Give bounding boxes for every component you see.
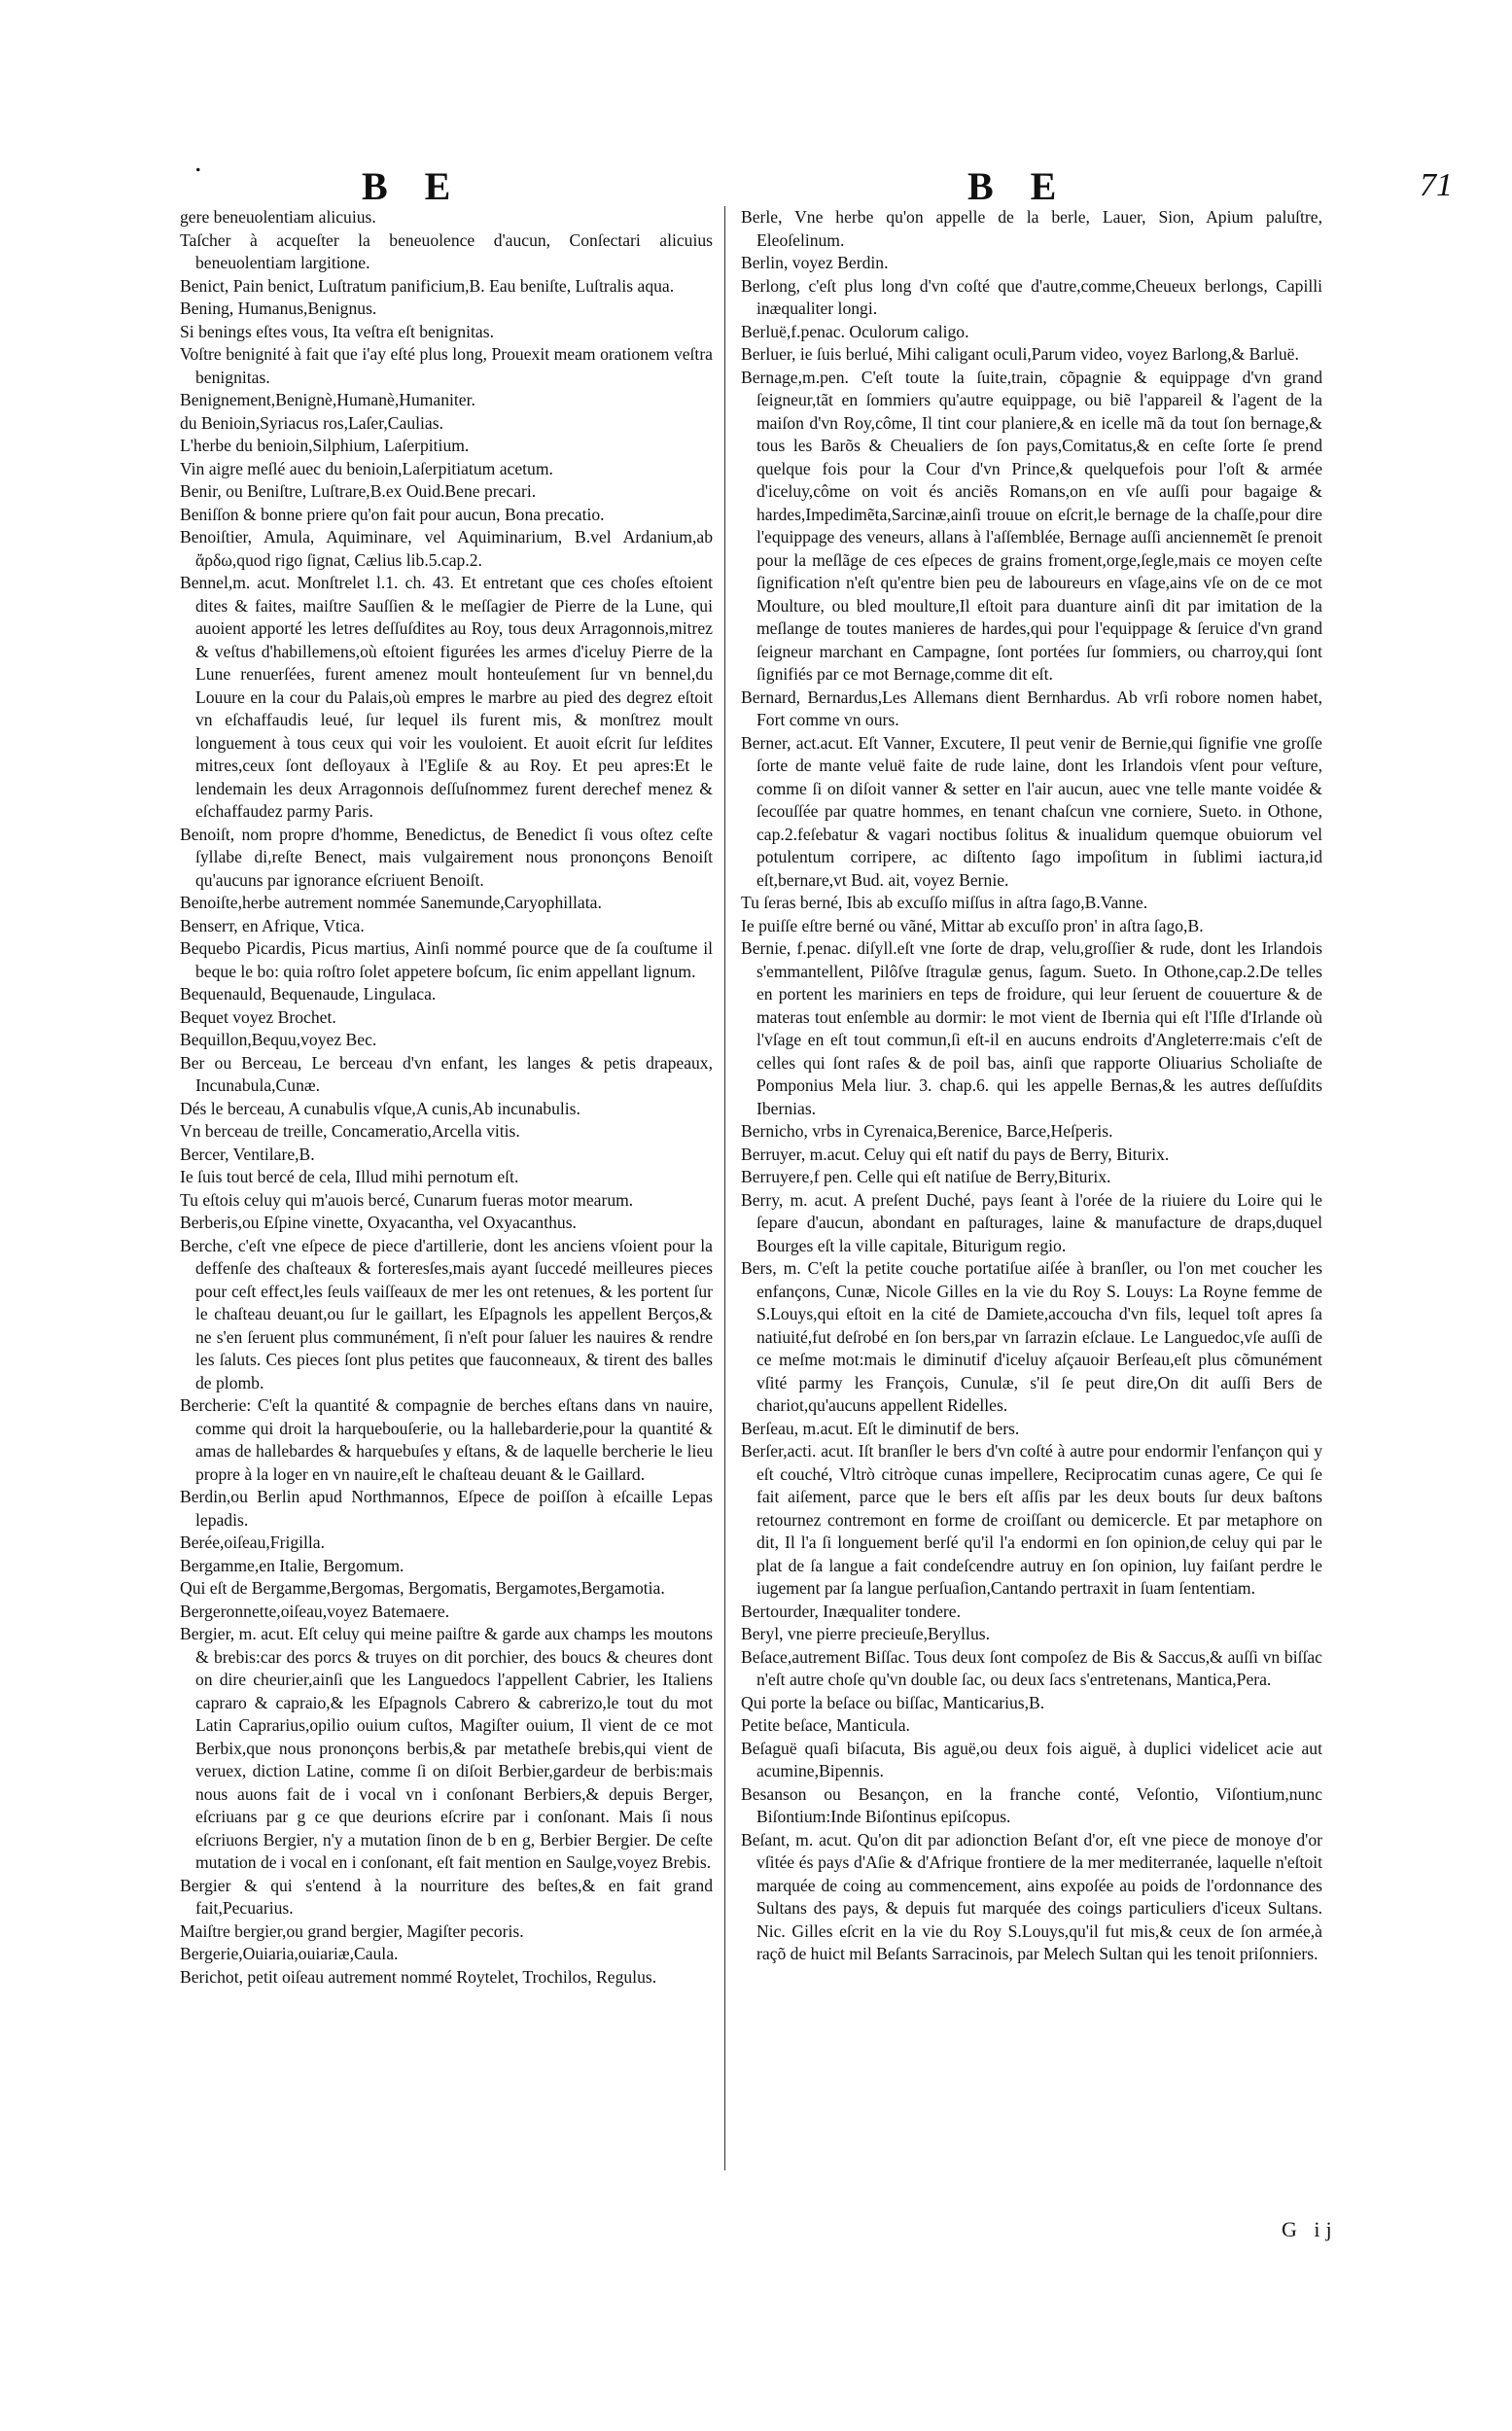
dictionary-entry: Berluë,f.penac. Oculorum caligo. (741, 321, 969, 341)
dictionary-entry: Berée,oiſeau,Frigilla. (180, 1533, 326, 1552)
dictionary-entry: Besanson ou Besançon, en la franche conté, Veſontio, Viſontium,nunc Biſontium:Inde Biſontinus epiſcopus. (741, 1783, 1322, 1826)
dictionary-entry: Beſaguë quaſi biſacuta, Bis aguë,ou deux fois aiguë, à duplici videlicet acie aut acumine,Bipennis. (741, 1738, 1322, 1780)
dictionary-entry: Berry, m. acut. A preſent Duché, pays ſeant à l'orée de la riuiere du Loire qui le ſepare d'aucun, abondant en paſturages, laine & manufacture de draps,duquel Bourges eſt la ville capitale, Biturigum regio. (741, 1189, 1322, 1255)
dictionary-entry: Berruyer, m.acut. Celuy qui eſt natif du pays de Berry, Biturix. (741, 1144, 1170, 1164)
dictionary-entry: Bergier & qui s'entend à la nourriture des beſtes,& en fait grand fait,Pecuarius. (180, 1875, 713, 1918)
dictionary-entry: Berluer, ie ſuis berlué, Mihi caligant oculi,Parum video, voyez Barlong,& Barluë. (741, 344, 1299, 364)
dictionary-entry: du Benioin,Syriacus ros,Laſer,Caulias. (180, 412, 443, 433)
dictionary-entry: Beniſſon & bonne priere qu'on fait pour aucun, Bona precatio. (180, 504, 605, 524)
dictionary-entry: Benoiſt, nom propre d'homme, Benedictus, de Benedict ſi vous oſtez ceſte ſyllabe di,reſte Benect, mais vulgairement nous prononçons Benoiſt qu'aucuns par ignorance eſcriuent Benoiſt. (180, 824, 713, 890)
dictionary-entry: Bercherie: C'eſt la quantité & compagnie de berches eſtans dans vn nauire, comme qui droit la harquebouſerie, ou la hallebarderie,pour la quantité & amas de hallebardes & harquebuſes y eſtans, & de laquelle bercherie le lieu propre à la loger en vn nauire,eſt le chaſteau deuant & le Gaillard. (180, 1395, 713, 1484)
dictionary-entry: Ie puiſſe eſtre berné ou vãné, Mittar ab excuſſo pron' in aſtra ſago,B. (741, 915, 1204, 935)
dictionary-entry: Benignement,Benignè,Humanè,Humaniter. (180, 390, 475, 409)
dictionary-entry: Benserт, en Afrique, Vtica. (180, 915, 365, 935)
dictionary-entry: Bequenauld, Bequenaude, Lingulaca. (180, 984, 437, 1004)
dictionary-entry: Ber ou Berceau, Le berceau d'vn enfant, les langes & petis drapeaux, Incunabula,Cunæ. (180, 1052, 713, 1095)
dictionary-entry: Bequebo Picardis, Picus martius, Ainſi nommé pource que de ſa couſtume il beque le bo: quia roſtro ſolet appetere boſcum, ſic enim appellant lignum. (180, 938, 713, 981)
dictionary-entry: Voſtre benignité à fait que i'ay eſté plus long, Prouexit meam orationem veſtra benignitas. (180, 344, 713, 387)
dictionary-entry: Tu eſtois celuy qui m'auois bercé, Cunarum fueras motor mearum. (180, 1189, 634, 1210)
right-column (741, 206, 1322, 1966)
dictionary-entry: Bers, m. C'eſt la petite couche portatiſue aiſée à branſler, ou l'on met coucher les enfançons, Cunæ, Nicole Gilles en la vie du Roy S. Louys: La Royne femme de S.Louys,qui eſtoit en la cité de Damiete,accoucha d'vn fils, lequel toſt apres ſa natiuité,fut deſrobé en ſon bers,par vn ſarrazin eſclaue. Le Languedoc,vſe auſſi de ce meſme mot:mais le diminutif d'iceluy aſçauoir Berſeau,eſt plus cõmunément vſité parmy les François, Cunulæ, s'il ſe peut dire,On dit auſſi Bers de chariot,qu'aucuns appellent Ridelles. (741, 1258, 1322, 1415)
dictionary-entry: Berberis,ou Eſpine vinette, Oxyacantha, vel Oxyacanthus. (180, 1213, 577, 1232)
dictionary-entry: Qui eſt de Bergamme,Bergomas, Bergomatis, Bergamotes,Bergamotia. (180, 1578, 665, 1598)
page-number: 71 (1420, 167, 1453, 203)
dictionary-entry: Beſace,autrement Biſſac. Tous deux ſont compoſez de Bis & Saccus,& auſſi vn biſſac n'eſt autre choſe qu'vn double ſac, ou deux ſacs s'entretenans, Mantica,Pera. (741, 1646, 1322, 1689)
dictionary-entry: Taſcher à acqueſter la beneuolence d'aucun, Conſectari alicuius beneuolentiam largitione. (180, 229, 713, 272)
dictionary-entry: Benict, Pain benict, Luſtratum panificium,B. Eau beniſte, Luſtralis aqua. (180, 275, 675, 296)
dictionary-entry: Bergeronnette,oiſeau,voyez Batemaere. (180, 1601, 450, 1621)
catchword: G ij (1282, 2217, 1338, 2241)
dictionary-entry: Berle, Vne herbe qu'on appelle de la berle, Lauer, Sion, Apium paluſtre, Eleoſelinum. (741, 207, 1322, 250)
dictionary-entry: Bening, Humanus,Benignus. (180, 299, 377, 318)
dictionary-entry: Bergerie,Ouiaria,ouiariæ,Caula. (180, 1944, 399, 1963)
dictionary-entry: Bergier, m. acut. Eſt celuy qui meine paiſtre & garde aux champs les moutons & brebis:car des porcs & truyes on dit porchier, des boucs & cheures dont on dire cheurier,ainſi que les Languedocs l'appellent Cabrier, les Italiens capraro & capraio,& les Eſpagnols Cabrero & cabrerizo,le tout du mot Latin Caprarius,opilio ouium cuſtos, Magiſter ouium, Il vient de ce mot Berbix,que nous prononçons berbis,& par metatheſe brebis,qui vient de veruex, diction Latine, comme ſi on diſoit Berbier,gardeur de berbis:mais nous auons fait de i vocal vn i conſonant Berbiers,& depuis Berger, eſcriuans par g ce que deurions eſcrire par i conſonant. Mais ſi nous eſcriuons Bergier, n'y a mutation ſinon de b en g, Berbier Bergier. De ceſte mutation de i vocal en i conſonant, eſt fait mention en Saulge,voyez Brebis. (180, 1624, 713, 1872)
dictionary-entry: Dés le berceau, A cunabulis vſque,A cunis,Ab incunabulis. (180, 1098, 580, 1118)
dictionary-entry: Qui porte la beſace ou biſſac, Manticarius,B. (741, 1692, 1045, 1712)
dictionary-entry: Ie ſuis tout bercé de cela, Illud mihi pernotum eſt. (180, 1167, 519, 1186)
dictionary-entry: Berichot, petit oiſeau autrement nommé Roytelet, Trochilos, Regulus. (180, 1966, 657, 1987)
dictionary-entry: Beſant, m. acut. Qu'on dit par adionction Beſant d'or, eſt vne piece de monoye d'or vſitée és pays d'Aſie & d'Afrique frontiere de la mer mediterranée, laquelle n'eſtoit marquée de coing au commencement, ains expoſée au poids de l'ordonnance des Sultans des pays, & depuis fut marquée des coings particuliers d'iceux Sultans. Nic. Gilles eſcrit en la vie du Roy S.Louys,qu'il fut mis,& ceux de ſon armée,à raçõ de huict mil Beſants Sarracinois, par Melech Sultan qui les tenoit priſonniers. (741, 1829, 1322, 1963)
dictionary-entry: Berner, act.acut. Eſt Vanner, Excutere, Il peut venir de Bernie,qui ſignifie vne groſſe ſorte de mante veluë faite de rude laine, dont les Irlandois vſent pour veſture, comme ſi on diſoit vanner & setter en l'air aucun, auec vne telle mante voidée & ſecouſſée par quatre hommes, en tenant chaſcun vne corniere, Sueto. in Othone, cap.2.feſebatur & vagari noctibus ſolitus & inualidum quemque obuiorum vel potulentum corripere, ac diſtento ſago impoſitum in ſublimi iactura,id eſt,bernare,vt Bud. ait, voyez Bernie. (741, 732, 1322, 890)
dictionary-entry: Bergamme,en Italie, Bergomum. (180, 1555, 404, 1575)
dictionary-entry: L'herbe du benioin,Silphium, Laſerpitium. (180, 436, 470, 455)
dictionary-entry: Bequillon,Bequu,voyez Bec. (180, 1030, 377, 1049)
dictionary-entry: Berlong, c'eſt plus long d'vn coſté que d'autre,comme,Cheueux berlongs, Capilli inæqualiter longi. (741, 275, 1322, 318)
column-divider (724, 206, 725, 2170)
dictionary-entry: Bequet voyez Brochet. (180, 1006, 336, 1027)
dictionary-entry: Berſer,acti. acut. Iſt branſler le bers d'vn coſté à autre pour endormir l'enfançon qui y eſt couché, Vltrò citròque cunas impellere, Reciprocatim cunas agere, Ce qui ſe fait aiſement, parce que le bers eſt aſſis par les deux bouts ſur deux baſtons retournez contremont en forme de croiſſant ou demicercle. Et par metaphore on dit, Il l'a ſi longuement berſé qu'il l'a endormi en ſon opinion,de celuy qui par le plat de ſa langue a fait condeſcendre autruy en ſon opinion, luy faiſant perdre le iugement par ſa langue perſuaſion,Cantando pertraxit in ſuam ſententiam. (741, 1441, 1322, 1598)
dictionary-entry: Bernicho, vrbs in Cyrenaica,Berenice, Barce,Heſperis. (741, 1121, 1113, 1141)
dictionary-entry: Tu ſeras berné, Ibis ab excuſſo miſſus in aſtra ſago,B.Vanne. (741, 893, 1148, 912)
dictionary-entry: Beryl, vne pierre precieuſe,Beryllus. (741, 1624, 990, 1643)
margin-mark: . (194, 146, 202, 178)
dictionary-entry: Bernage,m.pen. C'eſt toute la ſuite,train, cõpagnie & equippage d'vn grand ſeigneur,tãt en ſommiers qu'autre equippage, ou biẽ l'appareil & l'agent de la maiſon d'vn Roy,côme, Il tint cour planiere,& en icelle mã da tout ſon bernage,& tous les Barõs & Cheualiers de ſon pays,Comitatus,& en ceſte ſorte ſe prend quelque fois pour la Cour d'vn Prince,& quelquefois pour l'oſt & armée d'iceluy,côme on voit és anciẽs Romans,on en vſe auſſi pour bagaige & hardes,Impedimẽta,Sarcinæ,ainſi trouue on eſcrit,le bernage de la chaſſe,pour dire l'equippage des veneurs, allans à l'aſſemblée, Bernage auſſi anciennemẽt ſe prenoit pour la meſlãge de ces eſpeces de grains froment,orge,ſegle,mais ce moyen ceſte ſignification n'eſt qu'entre bien peu de laboureurs en vſage,ains vſe on de ce mot Moulture, ou bled moulture,Il eſtoit para duanture ainſi dit par imitation de la meſlange de toutes manieres de hardes,qui pour l'equippage & ſeruice d'vn grand ſeigneur marchant en Campagne, ſont portées ſur ſommiers, ou charroy,qui ſont ſignifiés par ce mot Bernage,comme dit eſt. (741, 367, 1322, 684)
dictionary-entry: gere beneuolentiam alicuius. (180, 207, 376, 227)
dictionary-entry: Vn berceau de treille, Concameratio,Arcella vitis. (180, 1121, 520, 1141)
dictionary-entry: Bennel,m. acut. Monſtrelet l.1. ch. 43. Et entretant que ces choſes eſtoient dites & faites, maiſtre Sauſſien & le meſſagier de Pierre de la Lune, qui auoient apporté les letres deſſuſdites au Roy, tous deux Arragonnois,mitrez & veſtus d'habillemens,où eſtoient figurées les armes d'iceluy Pierre de la Lune renuerſées, furent amenez moult honteuſement ſur vn bennel,du Louure en la cour du Palais,où empres le marbre au pied des degrez eſtoit vn eſchaffaudis leué, ſur lequel ils furent mis, & monſtrez moult longuement à tous ceux qui voir les vouloient. Et auoit eſcrit ſur leſdites mitres,ceux ſont deſloyaux à l'Egliſe & au Roy. Et peu apres:Et le lendemain les deux Arragonnois deſſuſnommez furent derechef menez & eſchaffaudez parmy Paris. (180, 573, 713, 821)
dictionary-entry: Berlin, voyez Berdin. (741, 253, 889, 272)
dictionary-entry: Si benings eſtes vous, Ita veſtra eſt benignitas. (180, 321, 494, 341)
dictionary-entry: Bercer, Ventilare,B. (180, 1144, 315, 1164)
dictionary-entry: Berruyere,f pen. Celle qui eſt natiſue de Berry,Biturix. (741, 1167, 1111, 1186)
dictionary-entry: Berſeau, m.acut. Eſt le diminutif de bers. (741, 1418, 1020, 1438)
dictionary-entry: Berche, c'eſt vne eſpece de piece d'artillerie, dont les anciens vſoient pour la deffenſe des chaſteaux & forteresſes,mais ayant ſuccedé meilleures pieces pour ceſt effect,les ſeuls vaiſſeaux de mer les ont retenues, & les portent ſur le chaſteau deuant,ou ſur le gaillart, les Eſpagnols les appellent Berços,& ne s'en ſeruent plus communément, ſi n'eſt pour ſaluer les nauires & rendre les ſaluts. Ces pieces ſont plus petites que fauconneaux, & tirent des balles de plomb. (180, 1235, 713, 1392)
left-running-head: B E (362, 164, 465, 208)
dictionary-entry: Bertourder, Inæqualiter tondere. (741, 1601, 961, 1621)
dictionary-entry: Berdin,ou Berlin apud Northmannos, Eſpece de poiſſon à eſcaille Lepas lepadis. (180, 1487, 713, 1530)
dictionary-entry: Benoiſte,herbe autrement nommée Sanemunde,Caryophillata. (180, 893, 602, 912)
dictionary-entry: Bernie, f.penac. diſyll.eſt vne ſorte de drap, velu,groſſier & rude, dont les Irlandois s'emmantellent, Pilôſve ſtragulæ genus, ſagum. Sueto. In Othone,cap.2.De telles en portent les mariniers en teps de froidure, qui leur ſeruent de couuerture & de materas tout enſemble au dormir: le mot vient de Ibernia qui eſt l'Iſle d'Irlande où l'vſage en eſt tout commun,ſi eſt-il en aucuns endroits d'Angleterre:mais c'eſt de celles qui ſont raſes & de poil bas, ainſi que rapporte Oliuarius Scholiaſte de Pomponius Mela liur. 3. chap.6. qui les appelle Bernas,& les autres deſſuſdits Ibernias. (741, 938, 1322, 1118)
dictionary-entry: Petite beſace, Manticula. (741, 1715, 910, 1735)
dictionary-entry: Benoiſtier, Amula, Aquiminare, vel Aquiminarium, B.vel Ardanium,ab ἄρδω,quod rigo ſignat, Cælius lib.5.cap.2. (180, 527, 713, 570)
right-running-head: B E (967, 164, 1071, 208)
dictionary-entry: Benir, ou Beniſtre, Luſtrare,B.ex Ouid.Bene precari. (180, 481, 537, 501)
dictionary-entry: Vin aigre meſlé auec du benioin,Laſerpitiatum acetum. (180, 458, 553, 478)
dictionary-entry: Maiſtre bergier,ou grand bergier, Magiſter pecoris. (180, 1920, 524, 1941)
left-column (180, 206, 713, 1989)
dictionary-entry: Bernard, Bernardus,Les Allemans dient Bernhardus. Ab vrſi robore nomen habet, Fort comme vn ours. (741, 687, 1322, 729)
